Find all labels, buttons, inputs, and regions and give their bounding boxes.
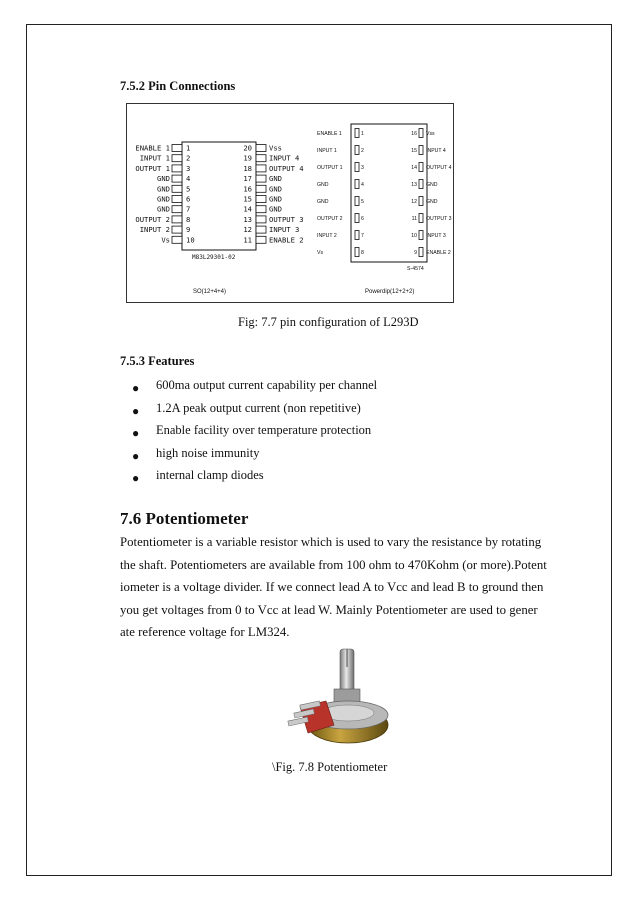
dip-pin-box: [355, 214, 359, 223]
dip-left-pin-label: ENABLE 1: [317, 131, 342, 137]
dip-pin-box: [355, 129, 359, 138]
so-pin-box: [172, 206, 182, 213]
dip-right-pin-number: 9: [414, 250, 417, 256]
dip-pin-box: [355, 146, 359, 155]
dip-left-pin-label: GND: [317, 199, 329, 205]
dip-right-pin-label: Vss: [426, 131, 435, 137]
so-pin-box: [256, 175, 266, 182]
so-left-pin-number: 8: [186, 214, 191, 224]
so-left-pin-number: 3: [186, 163, 191, 173]
so-pin-box: [256, 155, 266, 162]
so-left-pin-number: 6: [186, 194, 191, 204]
section-heading-potentiometer: 7.6 Potentiometer: [120, 509, 249, 528]
so-right-pin-label: INPUT 4: [269, 153, 300, 163]
dip-left-pin-number: 5: [361, 199, 364, 205]
dip-right-pin-number: 12: [411, 199, 417, 205]
so-left-pin-label: INPUT 1: [139, 153, 170, 163]
bullet-icon: ●: [132, 448, 140, 463]
so-left-pin-label: GND: [157, 194, 170, 204]
paragraph-line: Potentiometer is a variable resistor which is used to vary the resistance by rotating: [120, 535, 542, 549]
so-pin-box: [256, 206, 266, 213]
dip-code: S-4574: [407, 266, 424, 272]
dip-right-pin-number: 13: [411, 182, 417, 188]
so-pin-box: [172, 155, 182, 162]
potentiometer-photo: [278, 645, 400, 755]
so-left-pin-number: 4: [186, 174, 191, 184]
so-right-pin-number: 12: [243, 225, 252, 235]
so-right-pin-number: 14: [243, 204, 252, 214]
dip-right-pin-label: INPUT 3: [426, 233, 446, 239]
so-left-pin-label: Vs: [161, 235, 170, 245]
so-pin-box: [172, 226, 182, 233]
so-left-pin-label: GND: [157, 204, 170, 214]
so-right-pin-label: ENABLE 2: [269, 235, 304, 245]
dip-right-pin-number: 14: [411, 165, 417, 171]
dip-pin-box: [355, 197, 359, 206]
potentiometer-image: [278, 645, 400, 755]
so-left-pins: [135, 144, 194, 245]
so-pin-box: [256, 185, 266, 192]
dip-right-pin-label: OUTPUT 3: [426, 216, 452, 222]
feature-item: ● Enable facility over temperature protection: [132, 423, 372, 440]
so-left-pin-number: 1: [186, 143, 191, 153]
dip-chip-body: [351, 124, 427, 262]
dip-right-pin-number: 15: [411, 148, 417, 154]
so-pin-box: [256, 216, 266, 223]
dip-left-pin-number: 6: [361, 216, 364, 222]
so-pin-box: [256, 196, 266, 203]
dip-right-pin-label: ENABLE 2: [426, 250, 451, 256]
dip-right-pin-label: INPUT 4: [426, 148, 446, 154]
so-right-pin-label: INPUT 3: [269, 225, 300, 235]
so-left-pin-label: INPUT 2: [139, 225, 170, 235]
so-pin-box: [172, 185, 182, 192]
so-right-pin-label: GND: [269, 174, 282, 184]
so-right-pin-label: Vss: [269, 143, 282, 153]
pin-configuration-figure: [126, 103, 454, 303]
figure-caption-7-7: Fig: 7.7 pin configuration of L293D: [238, 315, 419, 329]
dip-left-pin-number: 2: [361, 148, 364, 154]
dip-pin-box: [419, 248, 423, 257]
bullet-icon: ●: [132, 403, 140, 418]
potentiometer-paragraph: [120, 535, 547, 648]
dip-left-pin-number: 1: [361, 131, 364, 137]
so-right-pin-number: 11: [243, 235, 252, 245]
dip-left-pin-label: OUTPUT 2: [317, 216, 343, 222]
so-part-code: M83L29301-02: [192, 254, 236, 261]
so-left-pin-label: GND: [157, 184, 170, 194]
so-right-pin-number: 13: [243, 214, 252, 224]
dip-left-pin-label: INPUT 1: [317, 148, 337, 154]
dip-left-pin-number: 8: [361, 250, 364, 256]
dip-left-pin-number: 3: [361, 165, 364, 171]
dip-pin-box: [419, 197, 423, 206]
section-heading-features: 7.5.3 Features: [120, 354, 195, 368]
so-right-pin-number: 16: [243, 184, 252, 194]
so-pin-box: [172, 165, 182, 172]
dip-pin-box: [419, 146, 423, 155]
so-right-pin-label: GND: [269, 194, 282, 204]
so-pin-box: [256, 236, 266, 243]
so-pin-box: [172, 175, 182, 182]
bullet-icon: ●: [132, 426, 140, 440]
so-pin-box: [256, 145, 266, 152]
so-right-pin-label: GND: [269, 184, 282, 194]
so-left-pin-number: 7: [186, 204, 191, 214]
so-left-pin-label: OUTPUT 1: [135, 163, 170, 173]
dip-pin-box: [355, 163, 359, 172]
so-right-pin-label: OUTPUT 3: [269, 214, 304, 224]
dip-left-pin-label: INPUT 2: [317, 233, 337, 239]
paragraph-line: ate reference voltage for LM324.: [120, 625, 290, 639]
so-left-pin-label: OUTPUT 2: [135, 214, 170, 224]
so-right-pin-number: 18: [243, 163, 252, 173]
feature-item: ● 1.2A peak output current (non repetitive): [132, 400, 361, 418]
dip-pin-box: [355, 248, 359, 257]
so-right-pin-label: GND: [269, 204, 282, 214]
so-pin-box: [256, 226, 266, 233]
dip-right-pin-label: GND: [426, 182, 438, 188]
features-list: [132, 378, 377, 491]
so-pin-box: [172, 236, 182, 243]
figure-caption-7-8: \Fig. 7.8 Potentiometer: [272, 760, 388, 774]
so-right-pin-number: 19: [243, 153, 252, 163]
so-left-pin-label: GND: [157, 174, 170, 184]
dip-pin-box: [419, 129, 423, 138]
section-heading-pin-connections: 7.5.2 Pin Connections: [120, 79, 236, 93]
pin-diagram: [127, 104, 452, 301]
dip-right-pin-number: 11: [411, 216, 417, 222]
dip-package-label: Powerdip(12+2+2): [365, 289, 415, 295]
so-left-pin-label: ENABLE 1: [135, 143, 170, 153]
so-package-label: SO(12+4+4): [193, 289, 227, 295]
so-right-pin-number: 17: [243, 174, 252, 184]
dip-left-pin-number: 4: [361, 182, 364, 188]
so-left-pin-number: 2: [186, 153, 191, 163]
dip-pin-box: [419, 231, 423, 240]
so-pin-box: [172, 216, 182, 223]
dip-right-pin-number: 10: [411, 233, 417, 239]
so-pin-box: [256, 165, 266, 172]
dip-pin-box: [419, 214, 423, 223]
dip-right-pin-number: 16: [411, 131, 417, 137]
so-left-pin-number: 9: [186, 225, 191, 235]
paragraph-line: the shaft. Potentiometers are available from 100 ohm to 470Kohm (or more).Potent: [120, 557, 547, 572]
paragraph-line: iometer is a voltage divider. If we connect lead A to Vcc and lead B to ground then: [120, 580, 544, 594]
feature-item: ● internal clamp diodes: [132, 468, 264, 485]
bullet-icon: ●: [132, 381, 140, 395]
dip-pin-box: [419, 163, 423, 172]
dip-left-pin-number: 7: [361, 233, 364, 239]
dip-pin-box: [355, 180, 359, 189]
so-left-pin-number: 10: [186, 235, 195, 245]
dip-left-pin-label: Vs: [317, 250, 324, 256]
paragraph-line: you get voltages from 0 to Vcc at lead W. Mainly Potentiometer are used to gener: [120, 602, 538, 617]
so-pin-box: [172, 145, 182, 152]
dip-pin-box: [419, 180, 423, 189]
so-right-pin-number: 20: [243, 143, 252, 153]
dip-left-pin-label: OUTPUT 1: [317, 165, 343, 171]
feature-item: ● high noise immunity: [132, 445, 260, 463]
so-left-pin-number: 5: [186, 184, 191, 194]
dip-left-pin-label: GND: [317, 182, 329, 188]
dip-right-pin-label: OUTPUT 4: [426, 165, 452, 171]
bullet-icon: ●: [132, 471, 140, 485]
so-pin-box: [172, 196, 182, 203]
dip-pin-box: [355, 231, 359, 240]
so-right-pin-number: 15: [243, 194, 252, 204]
so-right-pin-label: OUTPUT 4: [269, 163, 304, 173]
dip-right-pin-label: GND: [426, 199, 438, 205]
feature-item: ● 600ma output current capability per channel: [132, 378, 378, 395]
